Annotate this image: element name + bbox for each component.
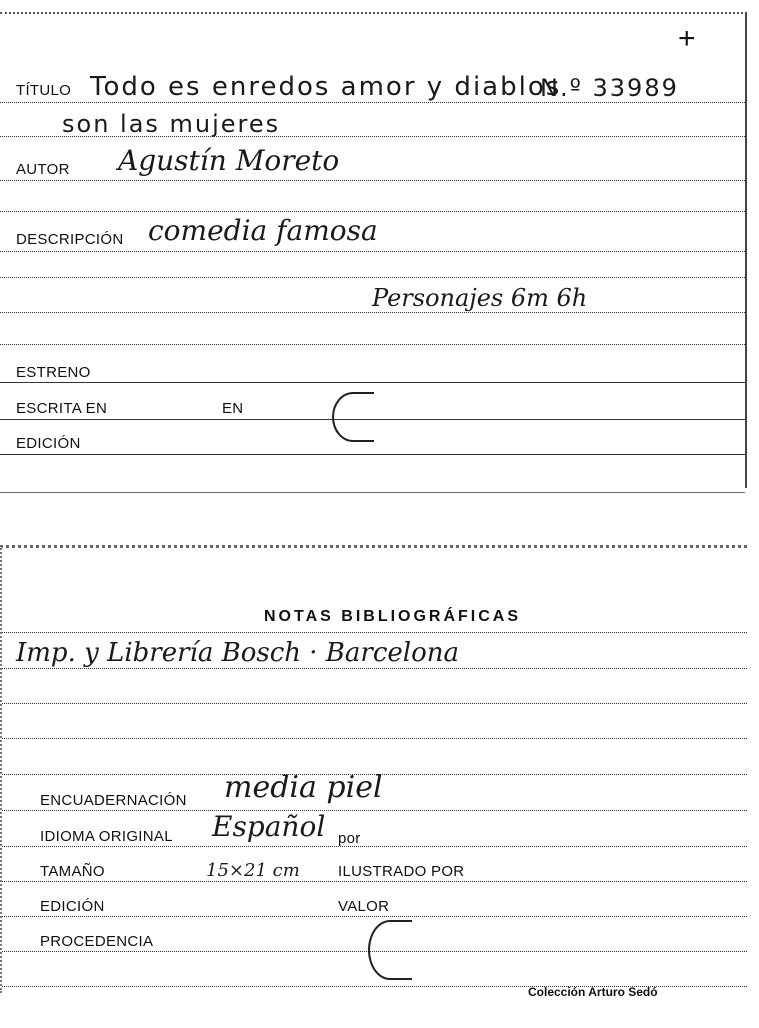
- autor-label: AUTOR: [16, 161, 70, 178]
- edicion-line-2: [2, 916, 747, 917]
- top-catalog-card: [0, 12, 747, 488]
- notas-line-2: [2, 668, 747, 669]
- en-label: EN: [222, 400, 244, 417]
- bottom-catalog-card: [0, 545, 747, 993]
- edicion-line: [0, 454, 745, 455]
- procedencia-label: PROCEDENCIA: [40, 933, 154, 950]
- notas-line-1: [2, 632, 747, 633]
- card-separator: [0, 492, 745, 493]
- escrita-en-label: ESCRITA EN: [16, 400, 108, 417]
- encuadernacion-value: media piel: [224, 770, 383, 805]
- notas-line-3: [2, 703, 747, 704]
- ilustrado-label: ILUSTRADO POR: [338, 863, 465, 880]
- blank-line-3: [0, 344, 745, 345]
- tamano-label: TAMAÑO: [40, 863, 105, 880]
- titulo-label: TÍTULO: [16, 82, 72, 99]
- titulo-value-continued: son las mujeres: [62, 110, 281, 138]
- estreno-line: [0, 382, 745, 383]
- valor-label: VALOR: [338, 898, 390, 915]
- numero-value: N.º 33989: [540, 74, 679, 102]
- descripcion-value: comedia famosa: [148, 214, 378, 247]
- encuadernacion-line: [2, 810, 747, 811]
- idioma-value: Español: [212, 810, 326, 843]
- notas-line-4: [2, 738, 747, 739]
- blank-line-1: [0, 211, 745, 212]
- autor-value: Agustín Moreto: [118, 144, 340, 177]
- collection-footer: Colección Arturo Sedó: [528, 985, 658, 999]
- punch-hole-mark: [332, 392, 374, 442]
- encuadernacion-label: ENCUADERNACIÓN: [40, 792, 187, 809]
- personajes-line: [0, 312, 745, 313]
- descripcion-line: [0, 251, 745, 252]
- idioma-line: [2, 846, 747, 847]
- punch-hole-mark-2: [368, 920, 412, 980]
- titulo-value: Todo es enredos amor y diablos: [90, 72, 562, 102]
- notas-heading: NOTAS BIBLIOGRÁFICAS: [264, 608, 522, 625]
- por-label: por: [338, 830, 361, 847]
- idioma-label: IDIOMA ORIGINAL: [40, 828, 173, 845]
- tamano-line: [2, 881, 747, 882]
- estreno-label: ESTRENO: [16, 364, 91, 381]
- plus-mark: +: [678, 22, 696, 55]
- personajes-note: Personajes 6m 6h: [372, 284, 588, 312]
- tamano-value: 15×21 cm: [206, 860, 300, 881]
- notas-value: Imp. y Librería Bosch · Barcelona: [16, 638, 460, 668]
- descripcion-label: DESCRIPCIÓN: [16, 231, 124, 248]
- autor-line: [0, 180, 745, 181]
- edicion-label: EDICIÓN: [16, 435, 81, 452]
- title-line-1: [0, 102, 745, 103]
- edicion-label-2: EDICIÓN: [40, 898, 105, 915]
- blank-line-2: [0, 277, 745, 278]
